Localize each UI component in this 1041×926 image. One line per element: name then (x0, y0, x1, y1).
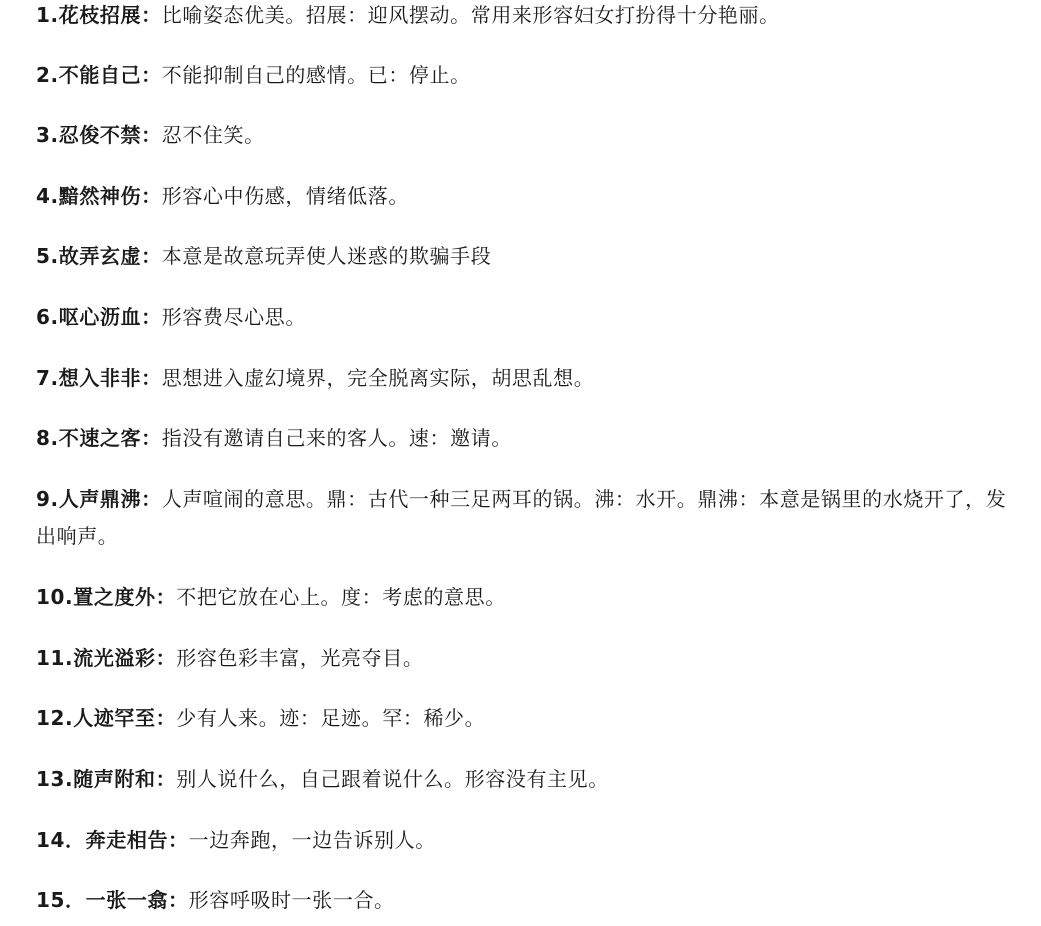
idiom-definition: 形容呼吸时一张一合。 (188, 888, 395, 912)
separator: ： (155, 646, 177, 670)
idiom-definition: 少有人来。迹：足迹。罕：稀少。 (176, 706, 486, 730)
separator: ： (141, 123, 162, 147)
idiom-definition: 别人说什么，自己跟着说什么。形容没有主见。 (176, 767, 609, 791)
idiom-definition: 不把它放在心上。度：考虑的意思。 (176, 585, 506, 609)
idiom-entry-5 (36, 238, 1026, 275)
idiom-term: 花枝招展 (58, 3, 142, 27)
separator: ： (168, 828, 189, 852)
idiom-term: 一张一翕 (85, 888, 169, 912)
separator: ： (141, 487, 162, 511)
idiom-term: 不能自己 (58, 63, 142, 87)
idiom-definition: 思想进入虚幻境界，完全脱离实际，胡思乱想。 (161, 366, 595, 390)
idiom-entry-1 (36, 0, 1026, 34)
separator: ： (168, 888, 189, 912)
idiom-definition: 人声喧闹的意思。鼎：古代一种三足两耳的锅。沸：水开。鼎沸：本意是锅里的水烧开了，发出响声。 (36, 487, 1007, 548)
idiom-definition: 忍不住笑。 (161, 123, 265, 147)
idiom-entry-15 (36, 882, 1026, 919)
entry-number: 4. (36, 184, 59, 208)
idiom-entry-6 (36, 299, 1026, 336)
separator: ： (141, 426, 162, 450)
idiom-definition: 形容色彩丰富，光亮夺目。 (176, 646, 424, 670)
idiom-entry-12 (36, 700, 1026, 737)
idiom-term: 人迹罕至 (73, 706, 156, 730)
idiom-definition: 形容费尽心思。 (161, 305, 306, 329)
separator: ： (141, 244, 162, 268)
separator: ： (141, 3, 162, 27)
idiom-entry-7 (36, 360, 1026, 397)
separator: ： (155, 585, 177, 609)
separator: ： (141, 63, 162, 87)
idiom-term: 忍俊不禁 (58, 123, 142, 147)
idiom-entry-8 (36, 420, 1026, 457)
idiom-entry-10 (36, 579, 1026, 616)
entry-number: 9. (36, 487, 59, 511)
entry-number: 3. (36, 123, 59, 147)
idiom-entry-14 (36, 822, 1026, 859)
idiom-term: 故弄玄虚 (58, 244, 142, 268)
entry-number: 6. (36, 305, 59, 329)
idiom-term: 想入非非 (58, 366, 142, 390)
entry-number: 13. (36, 767, 74, 791)
separator: ： (141, 305, 162, 329)
entry-number: 15． (36, 888, 86, 912)
idiom-definition: 本意是故意玩弄使人迷惑的欺骗手段 (161, 244, 492, 268)
entry-number: 1. (36, 3, 59, 27)
separator: ： (141, 366, 162, 390)
entry-number: 2. (36, 63, 59, 87)
entry-number: 14． (36, 828, 86, 852)
separator: ： (155, 706, 177, 730)
idiom-entry-9 (36, 481, 1026, 555)
idiom-term: 置之度外 (73, 585, 156, 609)
idiom-term: 不速之客 (58, 426, 142, 450)
entry-number: 10. (36, 585, 74, 609)
entry-number: 12. (36, 706, 74, 730)
idiom-term: 黯然神伤 (58, 184, 142, 208)
idiom-definition: 比喻姿态优美。招展：迎风摆动。常用来形容妇女打扮得十分艳丽。 (161, 3, 780, 27)
idiom-definition: 不能抑制自己的感情。已：停止。 (161, 63, 471, 87)
entry-number: 5. (36, 244, 59, 268)
idiom-entry-4 (36, 178, 1026, 215)
idiom-term: 流光溢彩 (73, 646, 156, 670)
separator: ： (141, 184, 162, 208)
idiom-definition: 一边奔跑，一边告诉别人。 (188, 828, 436, 852)
idiom-term: 随声附和 (73, 767, 156, 791)
idiom-term: 呕心沥血 (58, 305, 142, 329)
idiom-term: 奔走相告 (85, 828, 169, 852)
idiom-definition: 形容心中伤感，情绪低落。 (161, 184, 409, 208)
entry-number: 11. (36, 646, 74, 670)
entry-number: 8. (36, 426, 59, 450)
idiom-entry-2 (36, 57, 1026, 94)
idiom-entry-11 (36, 640, 1026, 677)
idiom-definition: 指没有邀请自己来的客人。速：邀请。 (161, 426, 512, 450)
entry-number: 7. (36, 366, 59, 390)
separator: ： (155, 767, 177, 791)
idiom-entry-13 (36, 761, 1026, 798)
idiom-term: 人声鼎沸 (58, 487, 142, 511)
idiom-entry-3 (36, 117, 1026, 154)
